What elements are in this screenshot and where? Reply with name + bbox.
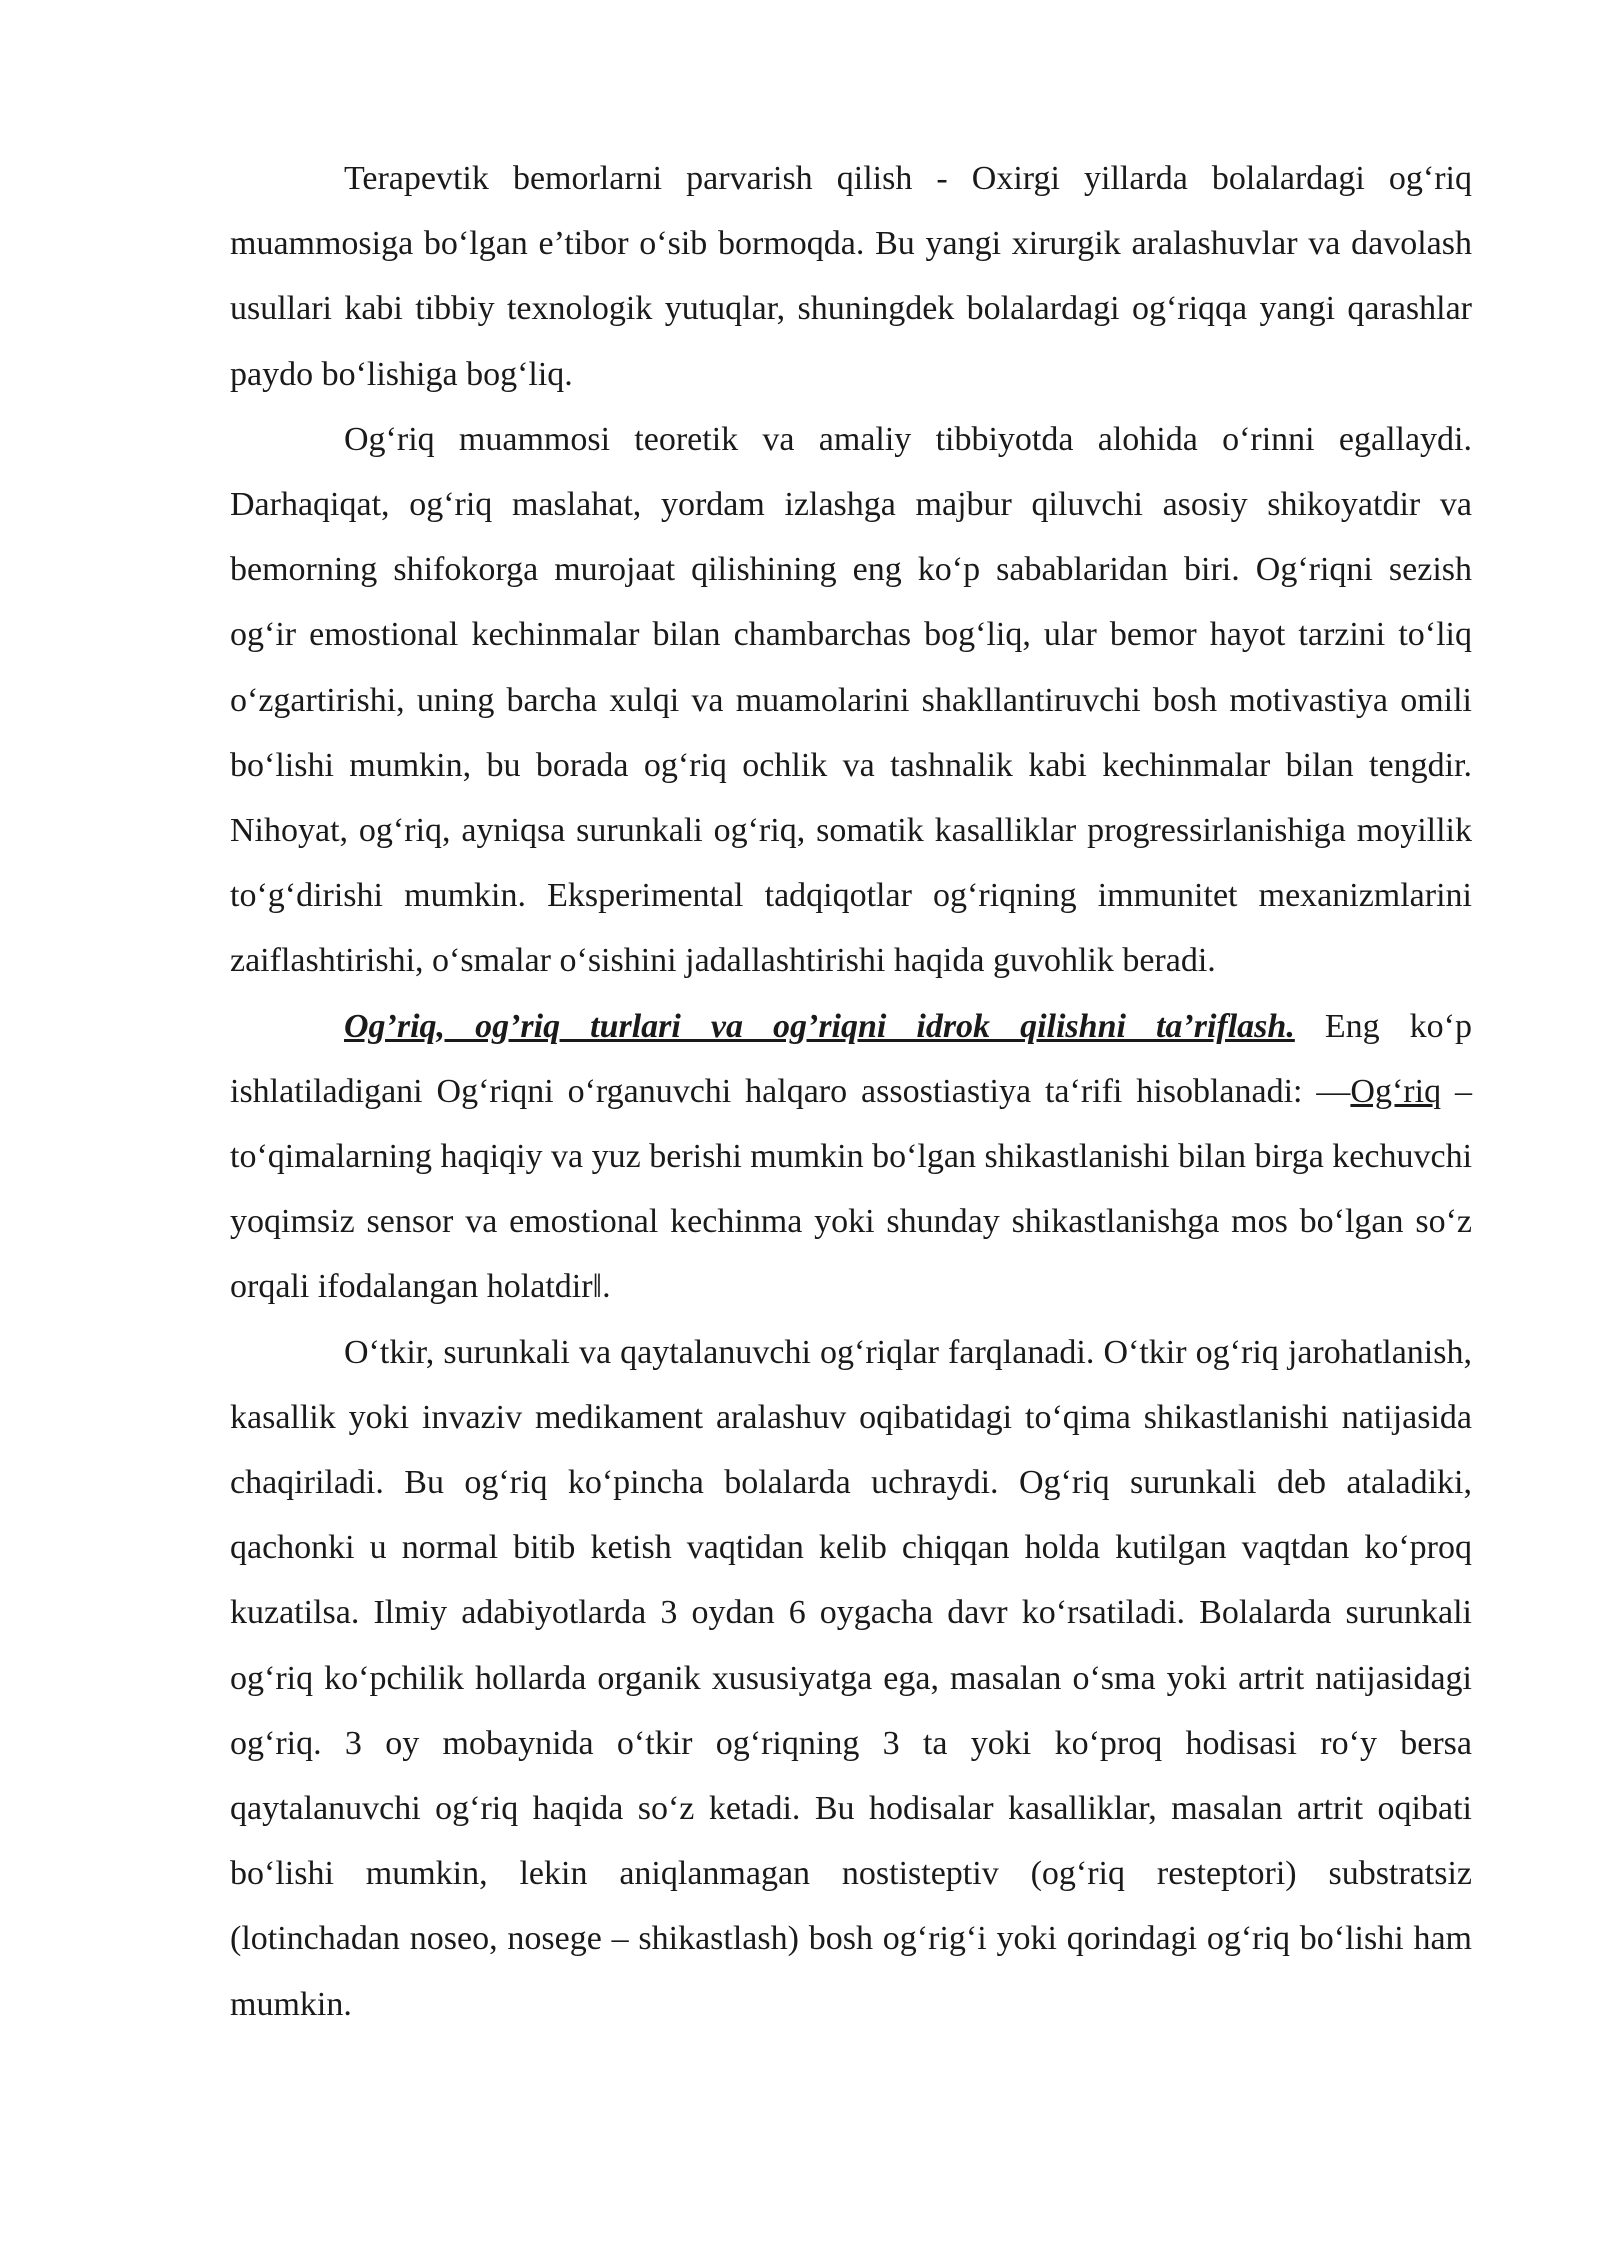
paragraph-pain-types: O‘tkir, surunkali va qaytalanuvchi og‘riqlar farqlanadi. O‘tkir og‘riq jarohatlanish, kasallik yoki invaziv medikament aralashuv oqibatidagi to‘qima shikastlanishi natijasida chaqiriladi. Bu og‘riq ko‘pincha bolalarda uchraydi. Og‘riq surunkali deb ataladiki, qachonki u normal bitib ketish vaqtidan kelib chiqqan holda kutilgan vaqtdan ko‘proq kuzatilsa. Ilmiy adabiyotlarda 3 oydan 6 oygacha davr ko‘rsatiladi. Bolalarda surunkali og‘riq ko‘pchilik hollarda organik xususiyatga ega, masalan o‘sma yoki artrit natijasidagi og‘riq. 3 oy mobaynida o‘tkir og‘riqning 3 ta yoki ko‘proq hodisasi ro‘y bersa qaytalanuvchi og‘riq haqida so‘z ketadi. Bu hodisalar kasalliklar, masalan artrit oqibati bo‘lishi mumkin, lekin aniqlanmagan nostisteptiv (og‘riq resteptori) substratsiz (lotinchadan noseo, nosege – shikastlash) bosh og‘rig‘i yoki qorindagi og‘riq bo‘lishi ham mumkin. (230, 1333, 1472, 2023)
paragraph-pain-definition (230, 994, 1472, 1320)
paragraph-pain-problem: Og‘riq muammosi teoretik va amaliy tibbiyotda alohida o‘rinni egallaydi. Darhaqiqat, og‘riq maslahat, yordam izlashga majbur qiluvchi asosiy shikoyatdir va bemorning shifokorga murojaat qilishining eng ko‘p sabablaridan biri. Og‘riqni sezish og‘ir emostional kechinmalar bilan chambarchas bog‘liq, ular bemor hayot tarzini to‘liq o‘zgartirishi, uning barcha xulqi va muamolarini shakllantiruvchi bosh motivastiya omili bo‘lishi mumkin, bu borada og‘riq ochlik va tashnalik kabi kechinmalar bilan tengdir. Nihoyat, og‘riq, ayniqsa surunkali og‘riq, somatik kasalliklar progressirlanishiga moyillik to‘g‘dirishi mumkin. Eksperimental tadqiqotlar og‘riqning immunitet mexanizmlarini zaiflashtirishi, o‘smalar o‘sishini jadallashtirishi haqida guvohlik beradi. (230, 420, 1472, 980)
definition-intro-text: Eng ko‘p ishlatiladigani Og‘riqni o‘rganuvchi halqaro assostiastiya ta‘rifi hisoblanadi: — (230, 1007, 1472, 1110)
paragraph-intro: Terapevtik bemorlarni parvarish qilish - Oxirgi yillarda bolalardagi og‘riq muammosiga bo‘lgan e’tibor o‘sib bormoqda. Bu yangi xirurgik aralashuvlar va davolash usullari kabi tibbiy texnologik yutuqlar, shuningdek bolalardagi og‘riqqa yangi qarashlar paydo bo‘lishiga bog‘liq. (230, 160, 1472, 393)
document-body (230, 146, 1472, 2037)
definition-text: – to‘qimalarning haqiqiy va yuz berishi mumkin bo‘lgan shikastlanishi bilan birga kechuvchi yoqimsiz sensor va emostional kechinma yoki shunday shikastlanishga mos bo‘lgan so‘z orqali ifodalangan holatdir‖. (230, 1072, 1473, 1306)
section-heading: Og’riq, og’riq turlari va og’riqni idrok qilishni ta’riflash. (344, 1007, 1295, 1045)
defined-term: Og‘riq (1350, 1072, 1442, 1110)
